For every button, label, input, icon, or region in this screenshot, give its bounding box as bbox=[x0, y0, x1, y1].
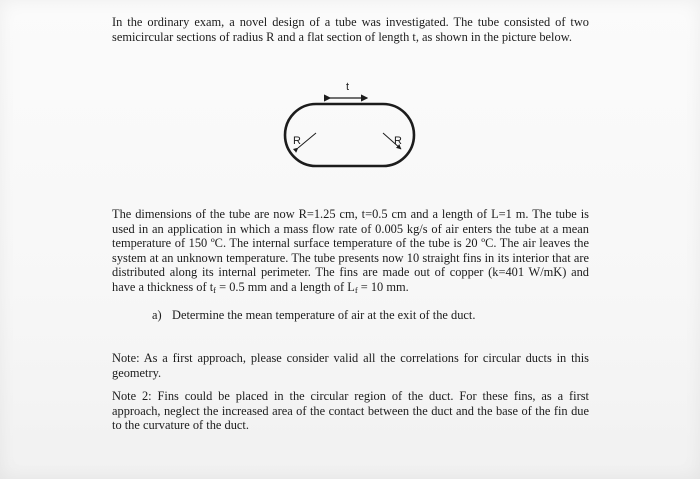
problem-paragraph bbox=[112, 207, 589, 295]
problem-text-3: = 10 mm. bbox=[357, 279, 409, 294]
fin-thickness-subscript: f bbox=[213, 284, 217, 295]
fin-length-subscript: f bbox=[354, 284, 358, 295]
question-text: Determine the mean temperature of air at the exit of the duct. bbox=[172, 308, 476, 322]
tube-cross-section-figure bbox=[280, 76, 420, 186]
question-label: a) bbox=[152, 308, 162, 322]
tube-diagram bbox=[280, 76, 420, 186]
intro-paragraph: In the ordinary exam, a novel design of a tube was investigated. The tube consisted of two semicircular sections of radius R and a flat section of length t, as shown in the picture below. bbox=[112, 15, 589, 44]
note-2: Note 2: Fins could be placed in the circular region of the duct. For these fins, as a first approach, neglect the increased area of the contact between the duct and the base of the fin due to the curvature of the duct. bbox=[112, 389, 589, 433]
problem-text-1: The dimensions of the tube are now R=1.25 cm, t=0.5 cm and a length of L=1 m. The tube is used in an application in which a mass flow rate of 0.005 kg/s of air enters the tube at a mean temperature of 150 ºC. The internal surface temperature of the tube is 20 ºC. The air leaves the system at an unknown temperature. The tube presents now 10 straight fins in its interior that are distributed along its internal perimeter. The fins are made out of copper (k=401 W/mK) and have a thickness of t bbox=[112, 207, 589, 294]
radius-label-right: R bbox=[394, 135, 402, 147]
length-label: t bbox=[346, 81, 350, 93]
problem-text-2: = 0.5 mm and a length of L bbox=[216, 279, 355, 294]
question-a bbox=[152, 308, 582, 323]
radius-label-left: R bbox=[293, 135, 301, 147]
note-1: Note: As a first approach, please consider valid all the correlations for circular ducts in this geometry. bbox=[112, 351, 589, 380]
